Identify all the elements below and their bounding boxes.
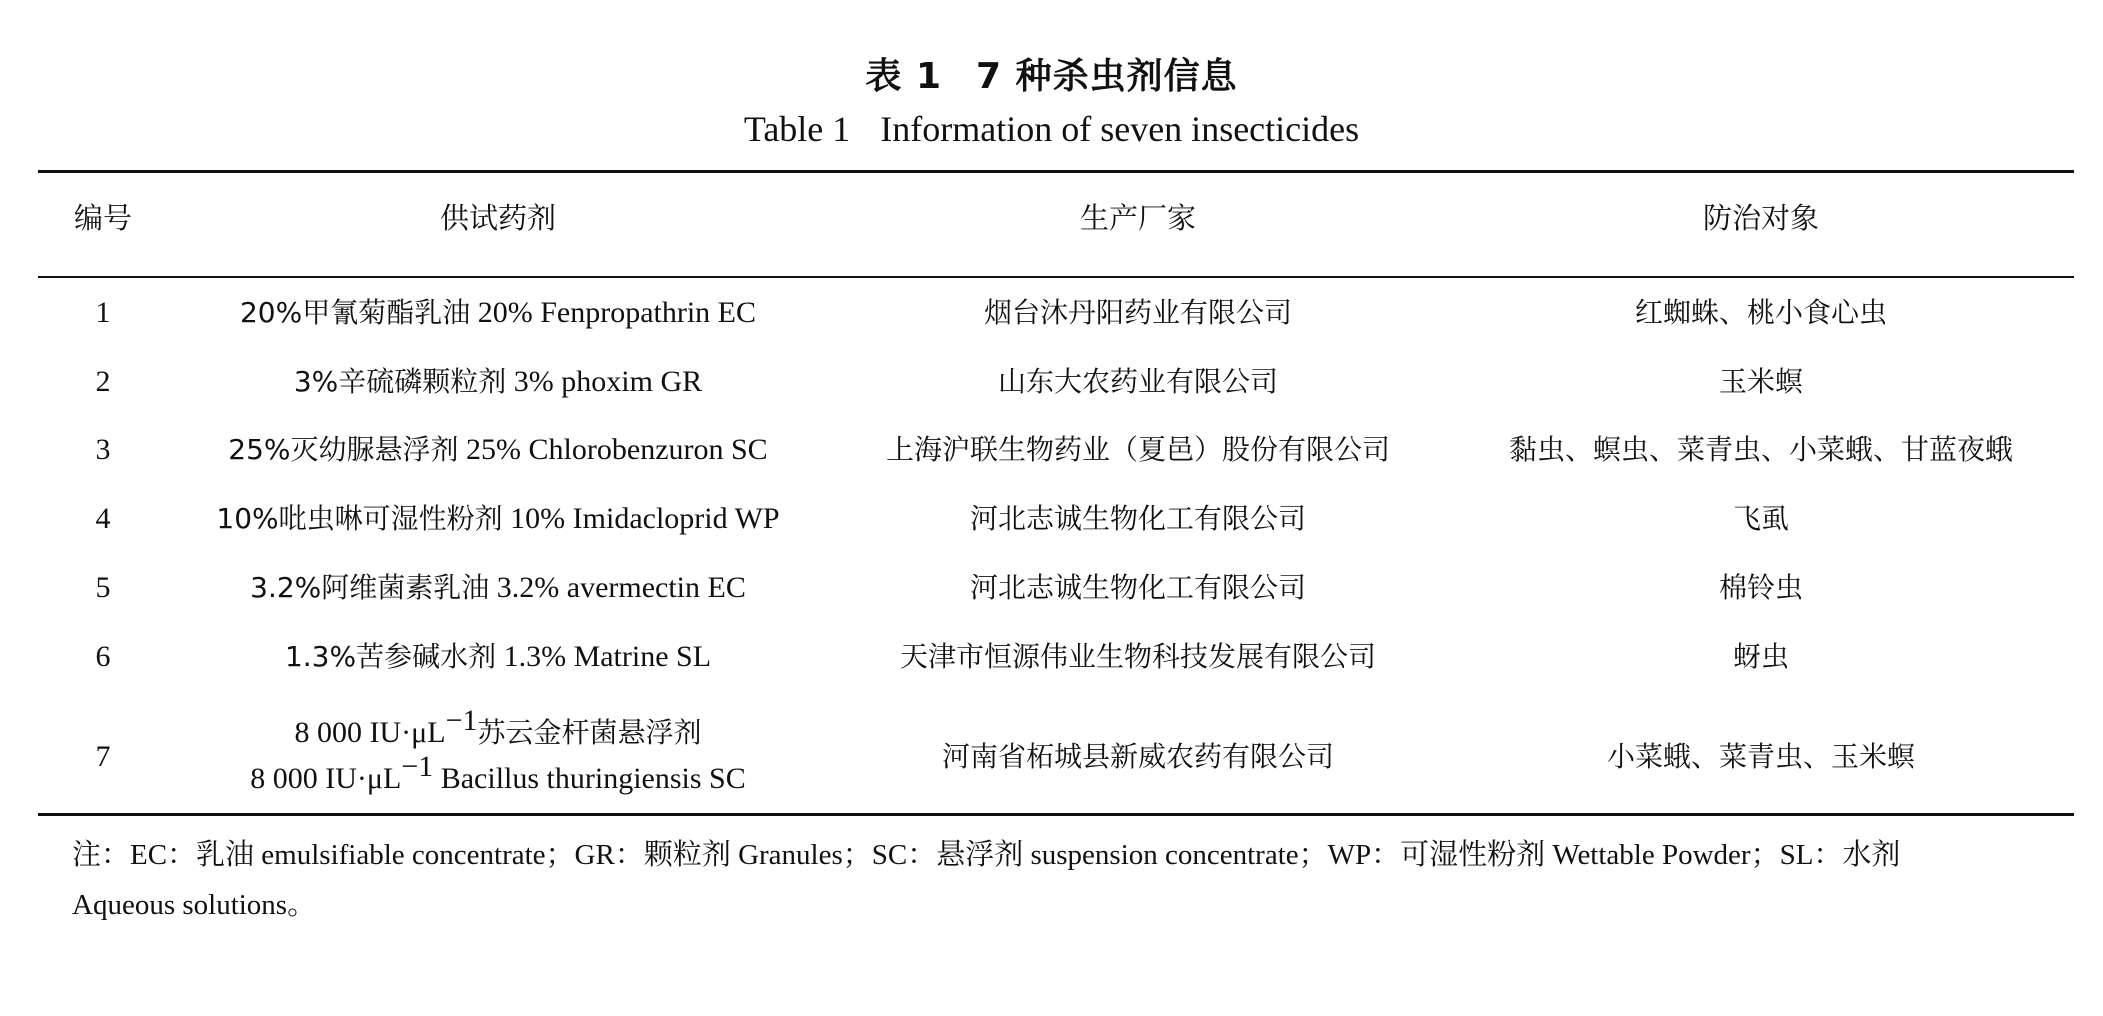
header-no: 编号 bbox=[73, 201, 132, 235]
table-row bbox=[0, 627, 2103, 687]
row-manufacturer: 山东大农药业有限公司 bbox=[997, 365, 1278, 398]
row-no: 4 bbox=[95, 502, 111, 535]
header-drug: 供试药剂 bbox=[439, 201, 556, 235]
drug-line-1 bbox=[168, 704, 828, 756]
row-no: 7 bbox=[95, 740, 111, 773]
table-row bbox=[0, 283, 2103, 343]
row-manufacturer: 天津市恒源伟业生物科技发展有限公司 bbox=[899, 640, 1376, 673]
row-manufacturer: 河南省柘城县新威农药有限公司 bbox=[941, 740, 1334, 773]
drug-name-cn: 20%甲氰菊酯乳油 bbox=[239, 296, 471, 329]
drug-name-cn: 1.3%苦参碱水剂 bbox=[284, 640, 497, 673]
drug-name-en: 10% Imidacloprid WP bbox=[510, 502, 780, 535]
footnote-line-2: Aqueous solutions。 bbox=[72, 889, 317, 921]
row-target: 黏虫、螟虫、菜青虫、小菜蛾、甘蓝夜蛾 bbox=[1508, 433, 2013, 466]
row-drug bbox=[168, 352, 828, 412]
header-manufacturer: 生产厂家 bbox=[1079, 201, 1196, 235]
row-target: 棉铃虫 bbox=[1718, 571, 1803, 604]
table-caption-en: Information of seven insecticides bbox=[880, 109, 1360, 149]
row-target: 玉米螟 bbox=[1718, 365, 1803, 398]
drug-name-en: Bacillus thuringiensis SC bbox=[433, 762, 746, 795]
drug-name-cn: 25%灭幼脲悬浮剂 bbox=[228, 433, 459, 466]
row-drug bbox=[168, 420, 828, 480]
header-target: 防治对象 bbox=[1702, 201, 1819, 235]
table-title-en bbox=[0, 108, 2103, 150]
table-row bbox=[0, 352, 2103, 412]
row-manufacturer: 上海沪联生物药业（夏邑）股份有限公司 bbox=[885, 433, 1390, 466]
unit-exponent: −1 bbox=[445, 704, 478, 737]
drug-name-cn: 3.2%阿维菌素乳油 bbox=[250, 571, 490, 604]
row-drug bbox=[168, 704, 828, 802]
drug-name-en: 3% phoxim GR bbox=[513, 365, 703, 398]
footnote-line-1: 注：EC：乳油 emulsifiable concentrate；GR：颗粒剂 Granules；SC：悬浮剂 suspension concentrate；WP：可湿性粉剂 Wettable Powder；SL：水剂 bbox=[72, 839, 1901, 871]
table-title-cn bbox=[0, 48, 2103, 99]
drug-name-cn: 10%吡虫啉可湿性粉剂 bbox=[216, 502, 503, 535]
table-caption-cn: 7 种杀虫剂信息 bbox=[976, 56, 1238, 97]
row-manufacturer: 烟台沐丹阳药业有限公司 bbox=[983, 296, 1292, 329]
table-row bbox=[0, 489, 2103, 549]
drug-name-en: 1.3% Matrine SL bbox=[503, 640, 712, 673]
table-row bbox=[0, 420, 2103, 480]
table-row bbox=[0, 558, 2103, 618]
row-drug bbox=[168, 489, 828, 549]
table-row bbox=[0, 704, 2103, 802]
drug-name-cn: 3%辛硫磷颗粒剂 bbox=[293, 365, 507, 398]
row-manufacturer: 河北志诚生物化工有限公司 bbox=[969, 502, 1306, 535]
row-no: 1 bbox=[95, 296, 111, 329]
drug-dose: 8 000 IU·μL bbox=[294, 716, 446, 749]
row-target: 飞虱 bbox=[1732, 502, 1789, 535]
table-footnote bbox=[72, 830, 2068, 930]
drug-name-en: 25% Chlorobenzuron SC bbox=[466, 433, 768, 466]
drug-name-en: 3.2% avermectin EC bbox=[496, 571, 746, 604]
table-header-rule bbox=[38, 276, 2074, 278]
row-no: 3 bbox=[95, 433, 111, 466]
table-bottom-rule bbox=[38, 813, 2074, 816]
drug-line-2 bbox=[168, 750, 828, 802]
row-manufacturer: 河北志诚生物化工有限公司 bbox=[969, 571, 1306, 604]
table-top-rule bbox=[38, 170, 2074, 173]
row-no: 2 bbox=[95, 365, 111, 398]
drug-name-cn: 苏云金杆菌悬浮剂 bbox=[477, 716, 702, 749]
unit-exponent: −1 bbox=[401, 750, 434, 783]
row-target: 小菜蛾、菜青虫、玉米螟 bbox=[1606, 740, 1915, 773]
table-label-cn: 表 1 bbox=[865, 56, 942, 97]
row-drug bbox=[168, 627, 828, 687]
drug-dose: 8 000 IU·μL bbox=[250, 762, 402, 795]
row-target: 红蜘蛛、桃小食心虫 bbox=[1634, 296, 1887, 329]
table-label-en: Table 1 bbox=[743, 109, 851, 149]
row-target: 蚜虫 bbox=[1732, 640, 1789, 673]
row-drug bbox=[168, 283, 828, 343]
row-drug bbox=[168, 558, 828, 618]
row-no: 6 bbox=[95, 640, 111, 673]
table-header-row bbox=[0, 196, 2103, 252]
drug-name-en: 20% Fenpropathrin EC bbox=[477, 296, 757, 329]
row-no: 5 bbox=[95, 571, 111, 604]
